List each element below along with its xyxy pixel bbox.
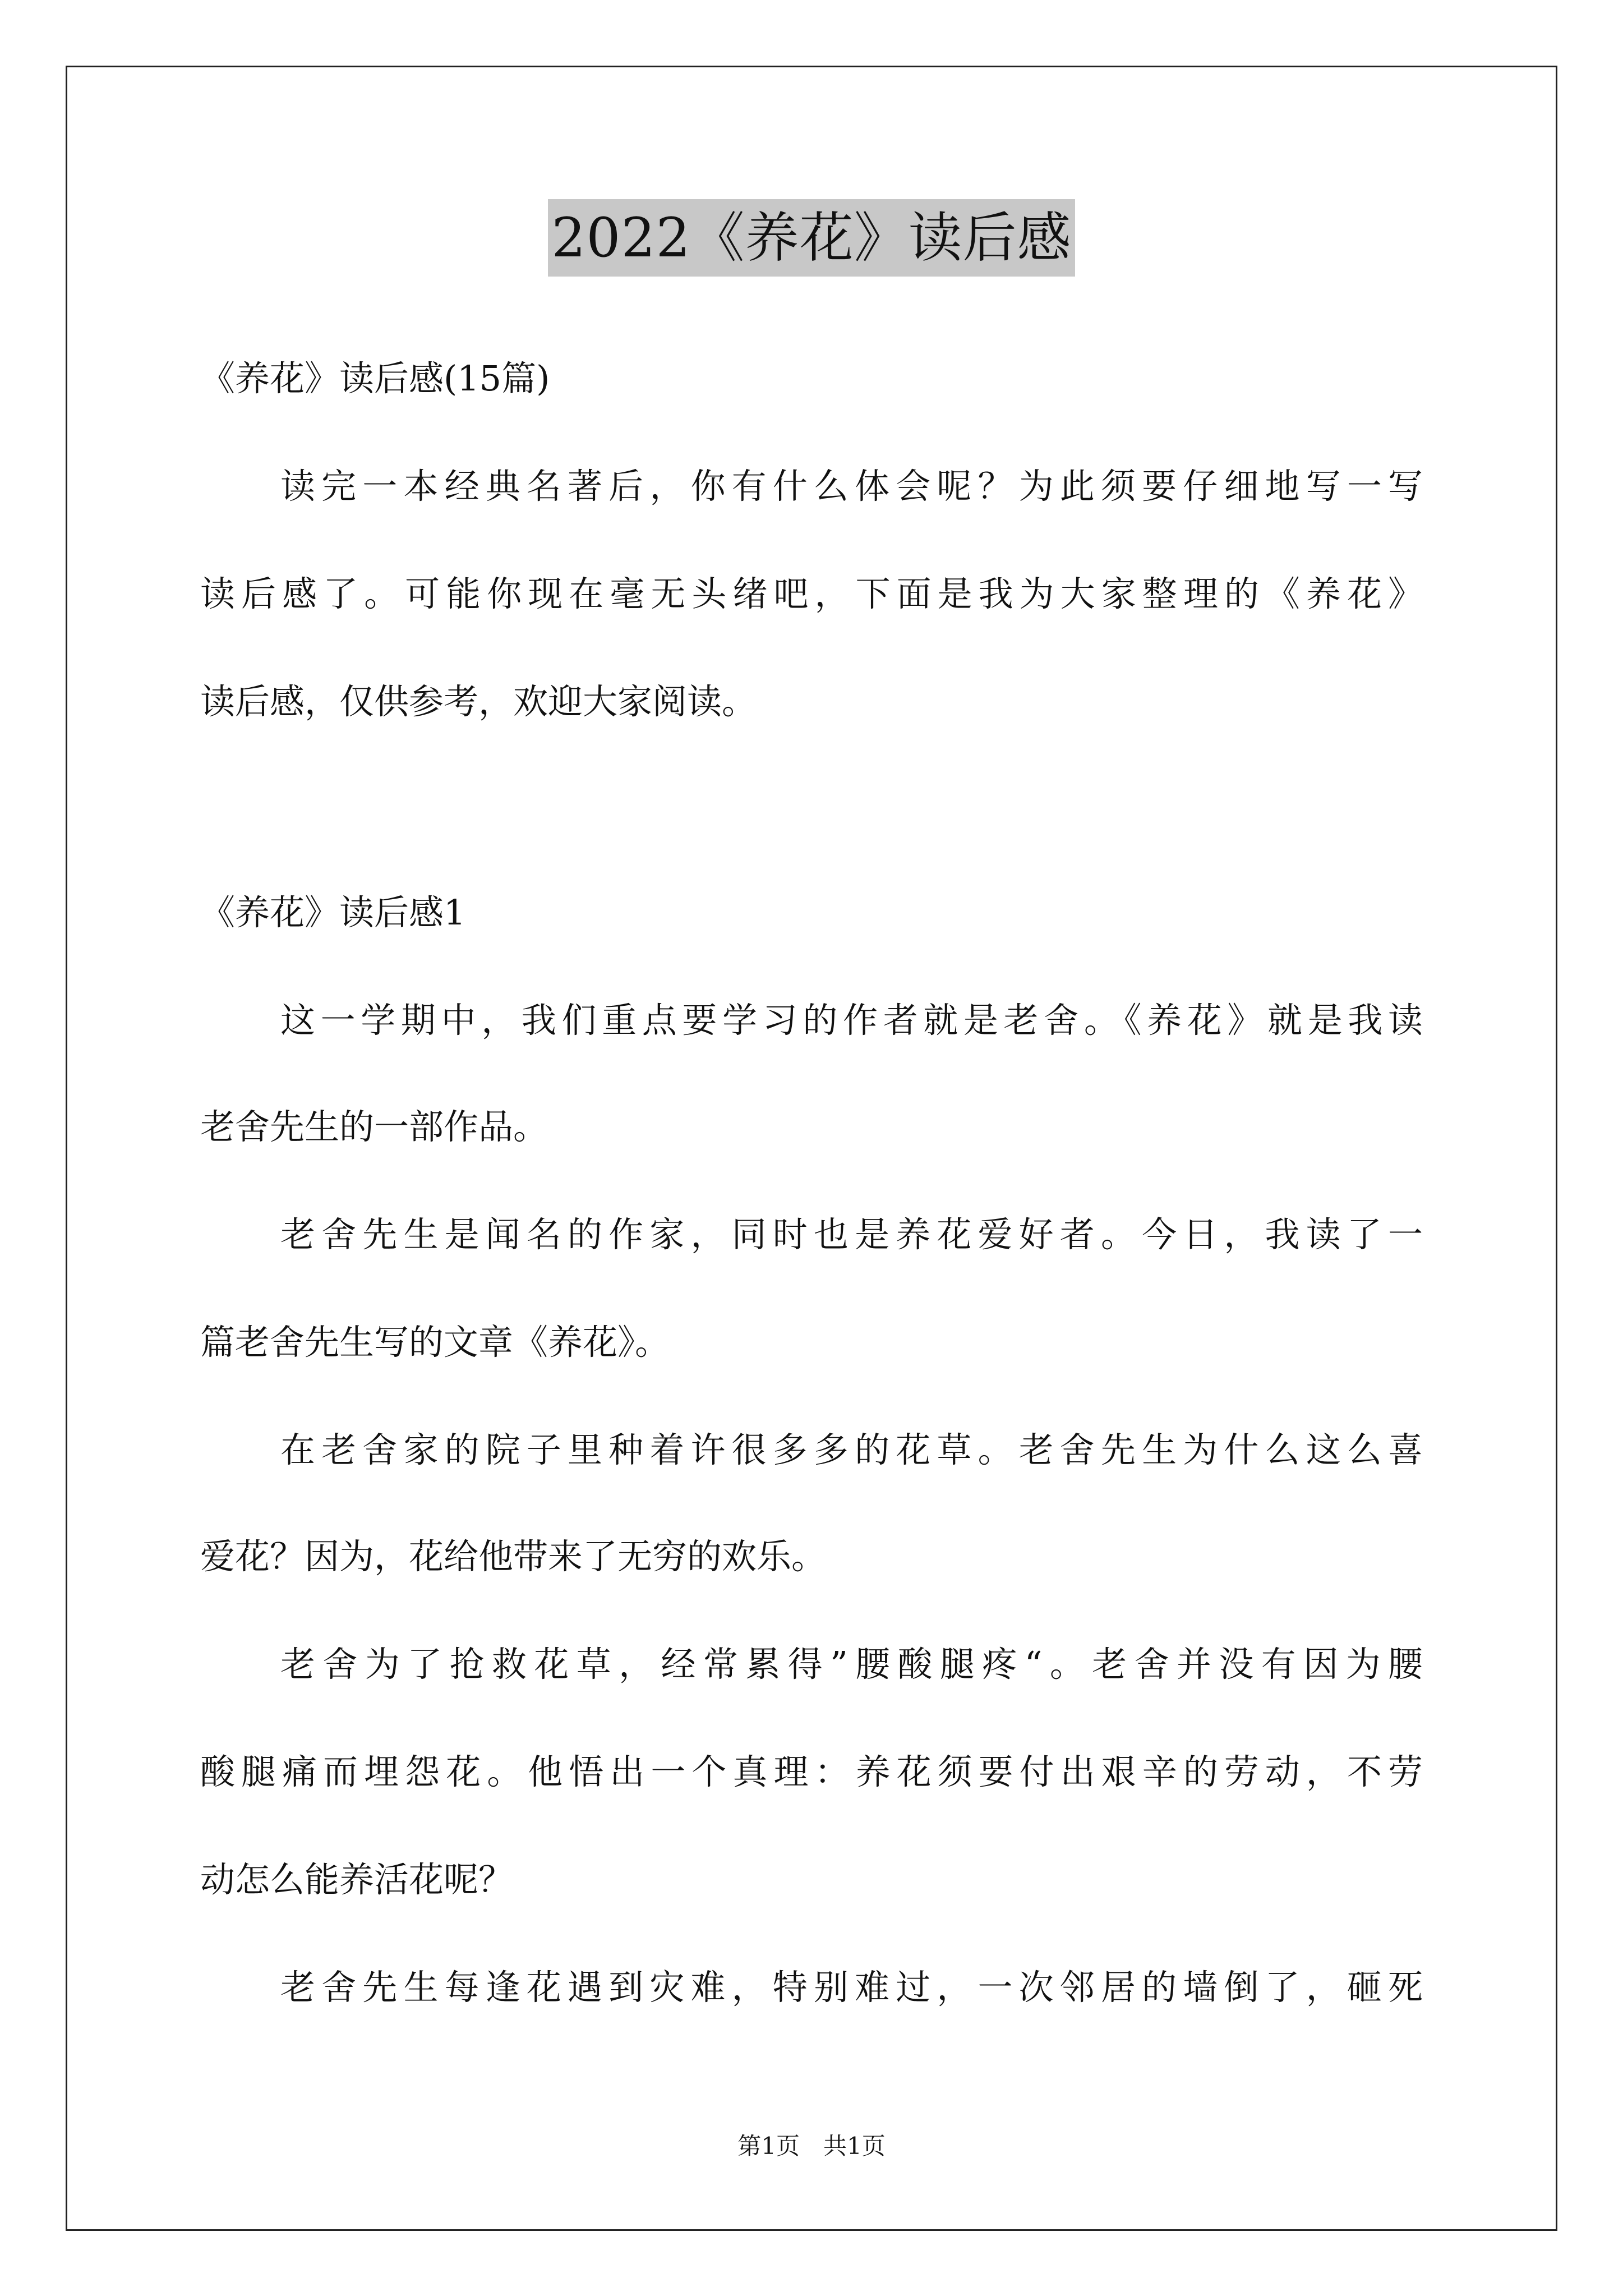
paragraph-line: 老舍先生是闻名的作家，同时也是养花爱好者。今日，我读了一 <box>280 1214 1423 1255</box>
paragraph-line: 酸腿痛而埋怨花。他悟出一个真理：养花须要付出艰辛的劳动，不劳 <box>200 1751 1423 1792</box>
paragraph-line: 老舍先生每逢花遇到灾难，特别难过，一次邻居的墙倒了，砸死 <box>280 1967 1423 2008</box>
document-subtitle: 《养花》读后感(15篇) <box>200 358 550 399</box>
intro-line-2: 读后感了。可能你现在毫无头绪吧，下面是我为大家整理的《养花》 <box>200 573 1423 614</box>
intro-line-1: 读完一本经典名著后，你有什么体会呢？为此须要仔细地写一写 <box>280 466 1423 507</box>
page-footer: 第1页 共1页 <box>737 2132 886 2160</box>
paragraph-line: 篇老舍先生写的文章《养花》。 <box>200 1322 670 1363</box>
title-container <box>0 199 1623 277</box>
paragraph-line: 这一学期中，我们重点要学习的作者就是老舍。《养花》就是我读 <box>280 1000 1423 1041</box>
section-heading: 《养花》读后感1 <box>200 892 466 933</box>
paragraph-line: 老舍为了抢救花草，经常累得”腰酸腿疼“。老舍并没有因为腰 <box>280 1644 1423 1685</box>
paragraph-line: 爱花？因为，花给他带来了无穷的欢乐。 <box>200 1536 827 1577</box>
paragraph-line: 老舍先生的一部作品。 <box>200 1106 548 1147</box>
paragraph-line: 动怎么能养活花呢？ <box>200 1859 514 1900</box>
document-title: 2022《养花》读后感 <box>548 199 1075 277</box>
intro-line-3: 读后感，仅供参考，欢迎大家阅读。 <box>200 681 757 722</box>
paragraph-line: 在老舍家的院子里种着许很多多的花草。老舍先生为什么这么喜 <box>280 1429 1423 1470</box>
